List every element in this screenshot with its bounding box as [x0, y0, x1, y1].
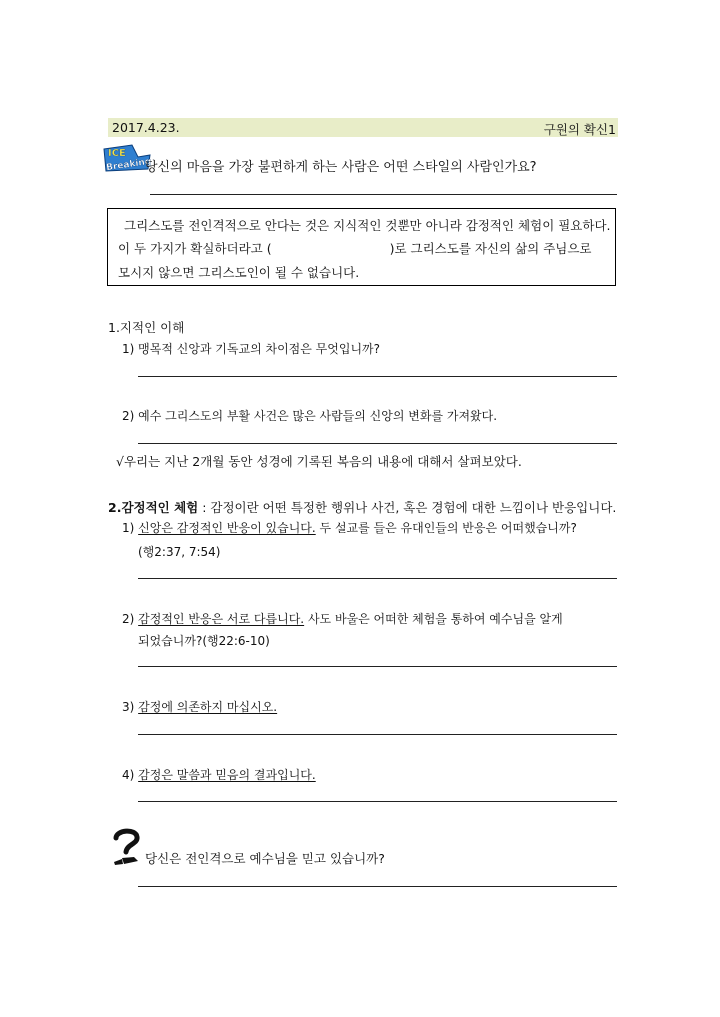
- closing-question: 당신은 전인격으로 예수님을 믿고 있습니까?: [145, 851, 385, 866]
- logo-text-breaking: Breaking: [105, 156, 152, 173]
- answer-line: [138, 666, 617, 667]
- section-2-q1-key: 신앙은 감정적인 반응이 있습니다.: [138, 521, 316, 535]
- logo-text-ice: ICE: [108, 148, 126, 159]
- section-1-q2: 2) 예수 그리스도의 부활 사건은 많은 사람들의 신앙의 변화를 가져왔다.: [122, 409, 498, 423]
- section-2-title-row: [108, 498, 616, 516]
- section-2-q2-key: 감정적인 반응은 서로 다릅니다.: [138, 612, 305, 626]
- section-2-q3: 3) 감정에 의존하지 마십시오.: [122, 700, 278, 714]
- section-1-note: √우리는 지난 2개월 동안 성경에 기록된 복음의 내용에 대해서 살펴보았다.: [116, 454, 522, 469]
- section-2-q3-key: 감정에 의존하지 마십시오.: [138, 700, 278, 714]
- header-bar: [108, 118, 618, 137]
- answer-line: [138, 801, 617, 802]
- section-2-q4-key: 감정은 말씀과 믿음의 결과입니다.: [138, 768, 316, 782]
- ice-breaking-question: 당신의 마음을 가장 불편하게 하는 사람은 어떤 스타일의 사람인가요?: [145, 160, 537, 175]
- section-2-definition: : 감정이란 어떤 특정한 행위나 사건, 혹은 경험에 대한 느낌이나 반응입니다.: [198, 500, 617, 515]
- section-2-q1: 1) 신앙은 감정적인 반응이 있습니다. 두 설교를 들은 유대인들의 반응은 어떠했습니까?: [122, 521, 577, 535]
- section-1-title: 1.지적인 이해: [108, 320, 185, 335]
- section-2-title: 2.감정적인 체험: [108, 500, 199, 515]
- intro-box: [107, 208, 616, 286]
- intro-line-2a: 이 두 가지가 확실하더라고 (: [118, 241, 272, 256]
- question-mark-icon: [112, 828, 142, 868]
- date: 2017.4.23.: [112, 120, 180, 135]
- intro-line-1: 그리스도를 전인격적으로 안다는 것은 지식적인 것뿐만 아니라 감정적인 체험이 필요하다.: [124, 218, 611, 233]
- answer-line: [138, 886, 617, 887]
- answer-line: [150, 194, 617, 195]
- section-2-q4: 4) 감정은 말씀과 믿음의 결과입니다.: [122, 768, 316, 782]
- answer-line: [138, 578, 617, 579]
- section-1-q1: 1) 맹목적 신앙과 기독교의 차이점은 무엇입니까?: [122, 342, 381, 356]
- answer-line: [138, 443, 617, 444]
- answer-line: [138, 734, 617, 735]
- section-2-q1-ref: (행2:37, 7:54): [138, 545, 221, 559]
- section-2-q2-cont: 되었습니까?(행22:6-10): [138, 634, 270, 648]
- intro-line-2b: )로 그리스도를 자신의 삶의 주님으로: [389, 241, 592, 256]
- intro-line-3: 모시지 않으면 그리스도인이 될 수 없습니다.: [118, 265, 360, 280]
- section-2-q2: 2) 감정적인 반응은 서로 다릅니다. 사도 바울은 어떠한 체험을 통하여 예수님을 알게: [122, 612, 563, 626]
- lesson-title: 구원의 확신1: [543, 122, 616, 137]
- answer-line: [138, 376, 617, 377]
- intro-line-2: [118, 239, 592, 257]
